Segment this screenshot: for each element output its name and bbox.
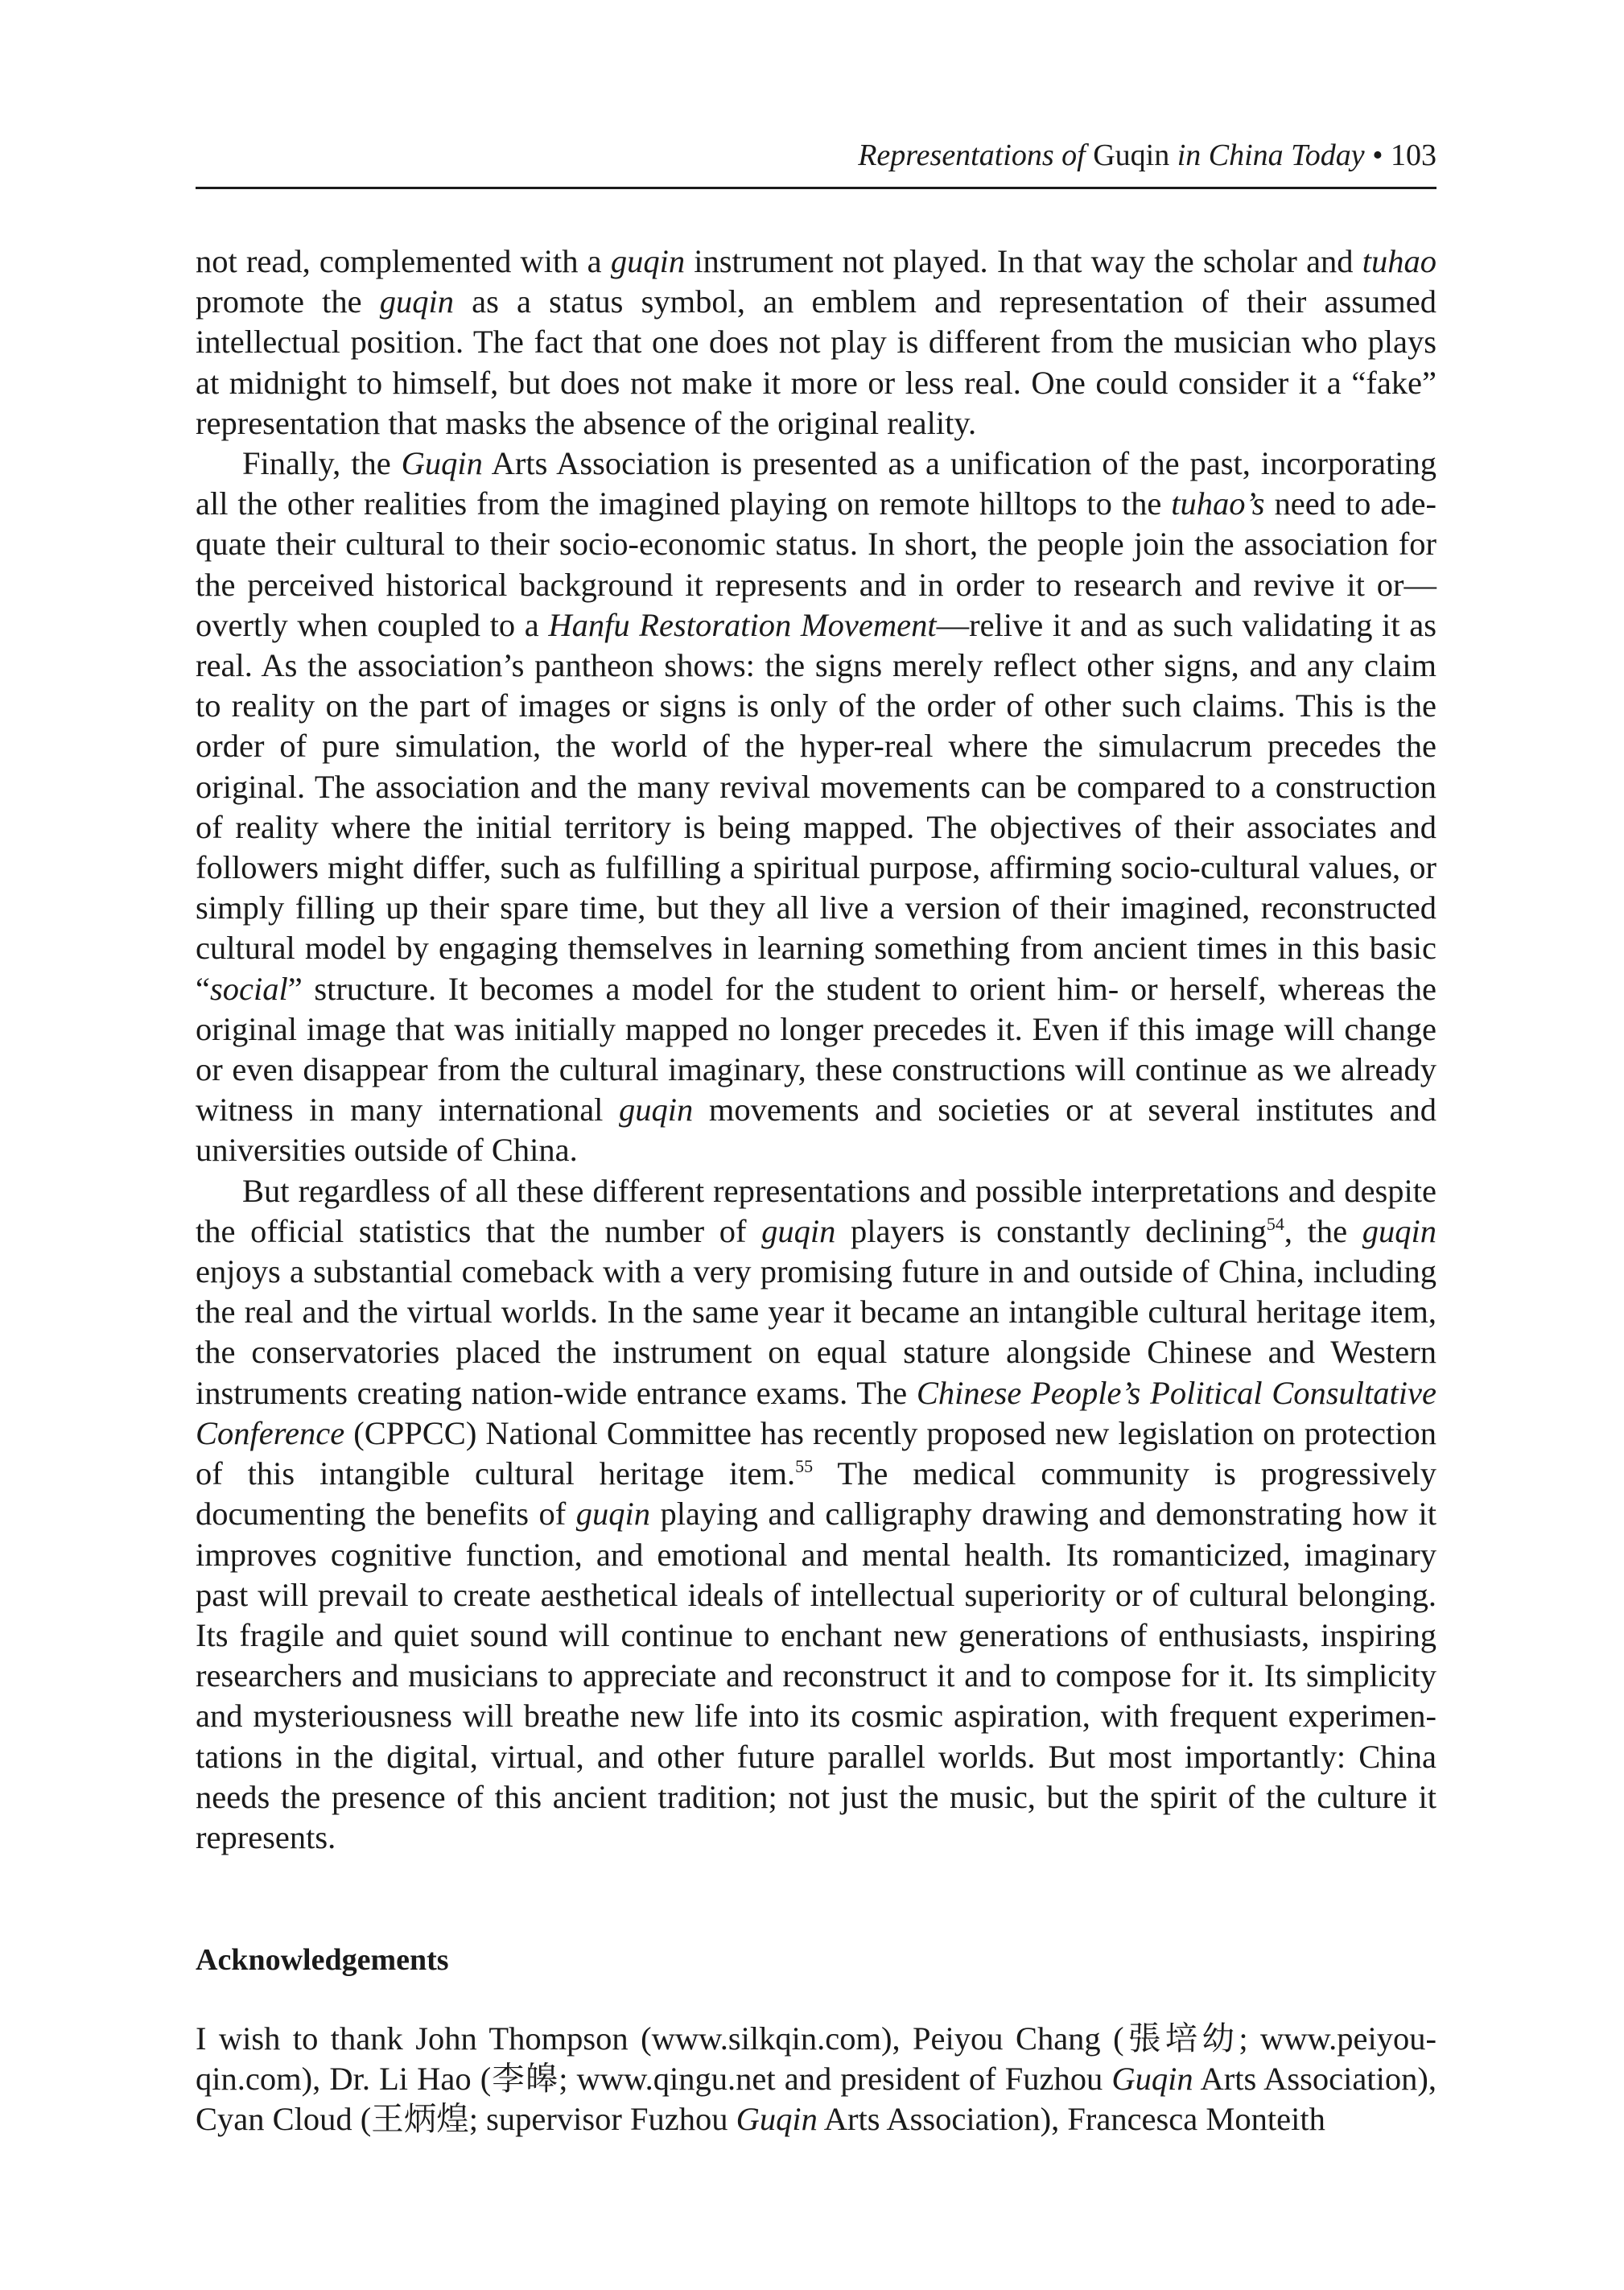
paragraph-2 <box>196 444 1436 1171</box>
italic-text: guqin <box>761 1212 836 1249</box>
text-run: I wish to thank John Thompson (www.silkqin.com), Peiyou Chang (張培幼; www.peiyouqin.com), Dr. Li Hao (李皞; www.qingu.net and president of Fuzhou <box>196 2020 1436 2098</box>
text-run: The medical community is progressively documenting the benefits of <box>196 1455 1436 1533</box>
italic-text: guqin <box>610 243 686 279</box>
italic-text: Hanfu Restoration Movement <box>548 606 937 643</box>
text-run: players is constantly declining <box>835 1212 1267 1249</box>
body-text <box>196 241 1436 1858</box>
italic-text: Chinese People’s Political Consultative Conference <box>196 1374 1436 1451</box>
text-run: need to adequate their cultural to their socio-economic status. In short, the people join the association for the perceived historical background it represents and in order to research and revive it or—overtly when coupled to a <box>196 485 1436 643</box>
italic-text: guqin <box>379 283 455 320</box>
running-head-title-part-1: Representations of <box>858 138 1086 172</box>
text-run: not read, complemented with a <box>196 243 611 279</box>
italic-text: tuhao’s <box>1171 485 1265 522</box>
header-rule <box>196 187 1436 189</box>
text-run: promote the <box>196 283 380 320</box>
italic-text: tuhao <box>1362 243 1436 279</box>
running-head-title-part-2: in China Today <box>1177 138 1365 172</box>
text-run: ” structure. It becomes a model for the student to orient him- or herself, whereas the original image that was initially mapped no longer precedes it. Even if this image will change or even disappear from the cultural imaginary, these constructions will continue as we already witness in many international <box>196 970 1436 1128</box>
text-run: Arts Association), Cyan Cloud (王炳煌; supervisor Fuzhou <box>196 2061 1436 2138</box>
acknowledgements-paragraph <box>196 2019 1436 2140</box>
text-run: Arts Association is presented as a unification of the past, incorporating all the other realities from the imagined playing on remote hilltops to the <box>196 445 1436 522</box>
text-run: movements and societies or at several institutes and universities outside of China. <box>196 1091 1437 1169</box>
text-run: enjoys a substantial comeback with a very promising future in and outside of China, including the real and the virtual worlds. In the same year it became an intangible cultural heritage item, the conservatories placed the instrument on equal stature alongside Chinese and Western instruments creating nation-wide entrance exams. The <box>196 1253 1436 1411</box>
running-head <box>196 135 1436 175</box>
paragraph-1 <box>196 241 1436 444</box>
italic-text: Guqin <box>1111 2061 1193 2098</box>
text-run: But regardless of all these different representations and possible interpretations and despite the official statistics that the number of <box>196 1172 1436 1249</box>
italic-text: Guqin <box>401 445 483 482</box>
text-run: instrument not played. In that way the scholar and <box>685 243 1362 279</box>
text-run: (CPPCC) National Committee has recently proposed new legislation on protection of this intangible cultural heritage item. <box>196 1414 1436 1492</box>
text-run: , the <box>1284 1212 1362 1249</box>
page-number: 103 <box>1391 138 1436 172</box>
italic-text: guqin <box>619 1091 694 1128</box>
running-head-separator: • <box>1372 138 1383 172</box>
italic-text: Guqin <box>736 2101 818 2138</box>
text-run: —relive it and as such validating it as real. As the association’s pantheon shows: the signs merely reflect other signs, and any claim to reality on the part of images or signs is only of the order of other such claims. This is the order of pure simulation, the world of the hyper-real where the simulacrum precedes the original. The association and the many revival movements can be compared to a construction of reality where the initial territory is being mapped. The objectives of their associates and followers might differ, such as fulfilling a spiritual purpose, affirming socio-cultural values, or simply filling up their spare time, but they all live a version of their imagined, reconstructed cultural model by engaging themselves in learning something from ancient times in this basic “ <box>196 606 1436 1007</box>
text-run: as a status symbol, an emblem and representation of their assumed intellectual position. The fact that one does not play is different from the musician who plays at midnight to himself, but does not make it more or less real. One could consider it a “fake” representation that masks the absence of the original reality. <box>196 283 1436 441</box>
paragraph-3 <box>196 1171 1436 1858</box>
footnote-ref: 54 <box>1266 1213 1284 1234</box>
acknowledgements-text <box>196 2019 1436 2140</box>
text-run: Finally, the <box>242 445 402 482</box>
footnote-ref: 55 <box>795 1456 814 1477</box>
running-head-title-guqin: Guqin <box>1093 138 1170 172</box>
text-run: playing and calligraphy drawing and demonstrating how it improves cognitive function, and emotional and mental health. Its romanticized, imaginary past will prevail to create aesthetical ideals of intellectual superiority or of cultural belonging. Its fragile and quiet sound will continue to enchant new generations of enthusiasts, inspiring researchers and musicians to appreciate and reconstruct it and to compose for it. Its simplicity and mysteriousness will breathe new life into its cosmic aspiration, with frequent experimentations in the digital, virtual, and other future parallel worlds. But most importantly: China needs the presence of this ancient tradition; not just the music, but the spirit of the culture it represents. <box>196 1496 1436 1855</box>
italic-text: guqin <box>575 1496 650 1533</box>
text-run: Arts Association), Francesca Monteith <box>817 2101 1325 2138</box>
section-heading-acknowledgements: Acknowledgements <box>196 1943 449 1977</box>
italic-text: guqin <box>1362 1212 1436 1249</box>
italic-text: social <box>209 970 288 1007</box>
